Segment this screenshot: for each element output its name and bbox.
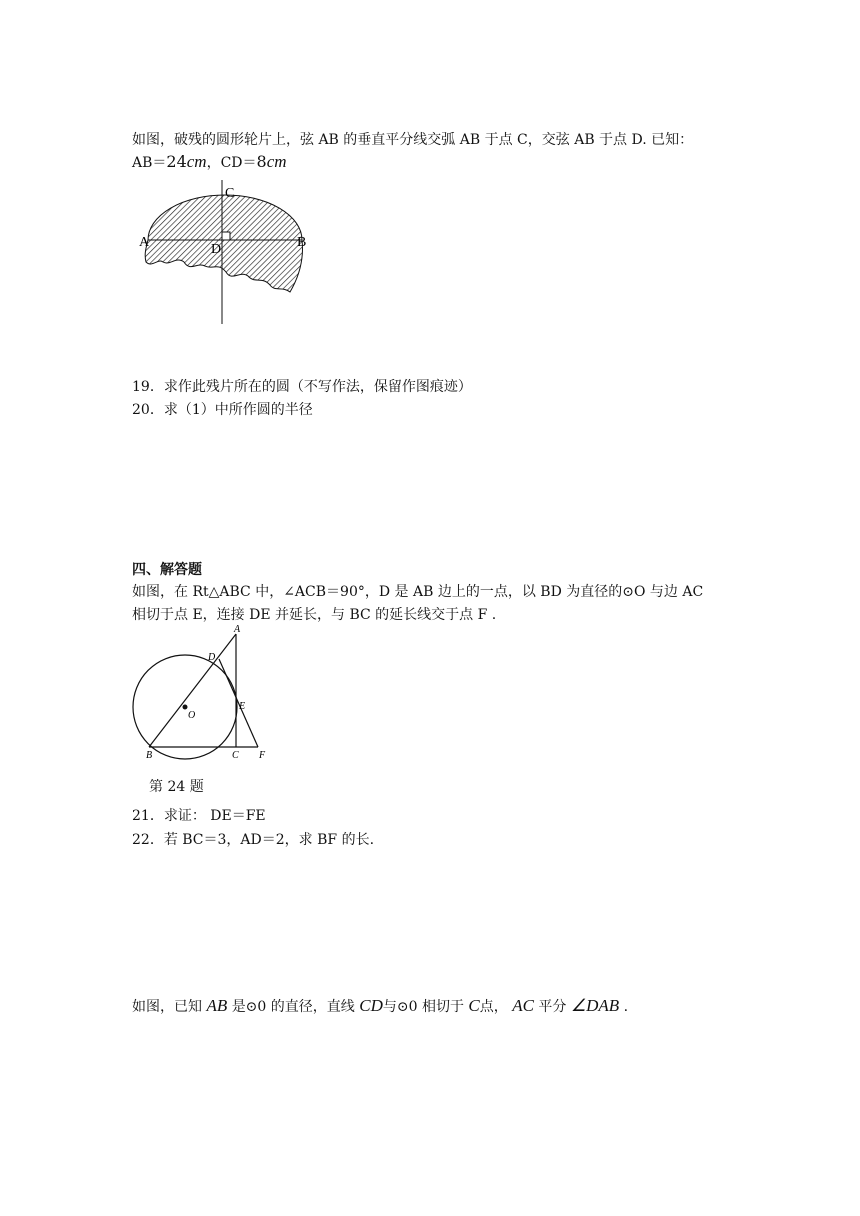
question-22: 22．若 BC＝3，AD＝2，求 BF 的长. [132,832,375,848]
p3-text-2: 是⊙0 的直径，直线 [231,999,355,1015]
label-a2: A [234,624,241,635]
p3-math-angle-dab: ∠DAB [570,996,620,1015]
label-f2: F [259,750,266,761]
p3-text-4: 点， [479,999,508,1015]
question-19: 19．求作此残片所在的圆（不写作法，保留作图痕迹） [132,379,472,395]
p3-text-6: . [623,999,629,1015]
label-c2: C [232,750,239,761]
label-b: B [297,235,307,250]
cd-unit: cm [266,152,287,171]
question-20: 20．求（1）中所作圆的半径 [132,402,313,418]
problem2-stem-line2: 相切于点 E，连接 DE 并延长，与 BC 的延长线交于点 F . [132,607,497,623]
problem3-stem [132,996,628,1017]
problem2-stem-line1: 如图，在 Rt△ABC 中，∠ACB＝90°，D 是 AB 边上的一点，以 BD 为直径的⊙O 与边 AC [132,584,704,600]
label-e2: E [239,701,246,712]
figure-caption: 第 24 题 [149,779,204,795]
label-o2: O [188,710,196,721]
ab-value: 24 [166,152,187,171]
problem1-stem-line1: 如图，破残的圆形轮片上，弦 AB 的垂直平分线交弧 AB 于点 C，交弦 AB 于点 D. 已知： [132,132,694,148]
label-c: C [225,186,235,201]
cd-value: 8 [256,152,267,171]
side-ab [149,634,236,747]
p3-math-ac: AC [512,996,534,1015]
ab-unit: cm [186,152,207,171]
label-a: A [139,235,150,250]
center-dot [183,705,188,710]
p3-math-c: C [468,996,480,1015]
p3-math-cd: CD [359,996,383,1015]
p3-text-3: 与⊙0 相切于 [382,999,464,1015]
label-d: D [211,242,222,257]
p3-text-1: 如图，已知 [132,999,202,1015]
question-21: 21．求证： DE＝FE [132,808,266,824]
p3-math-ab: AB [206,996,228,1015]
label-b2: B [146,750,153,761]
ab-prefix: AB＝ [132,155,167,171]
section-title: 四、解答题 [132,562,202,578]
p3-text-5: 平分 [538,999,567,1015]
cd-prefix: ，CD＝ [206,155,257,171]
label-d2: D [208,652,216,663]
